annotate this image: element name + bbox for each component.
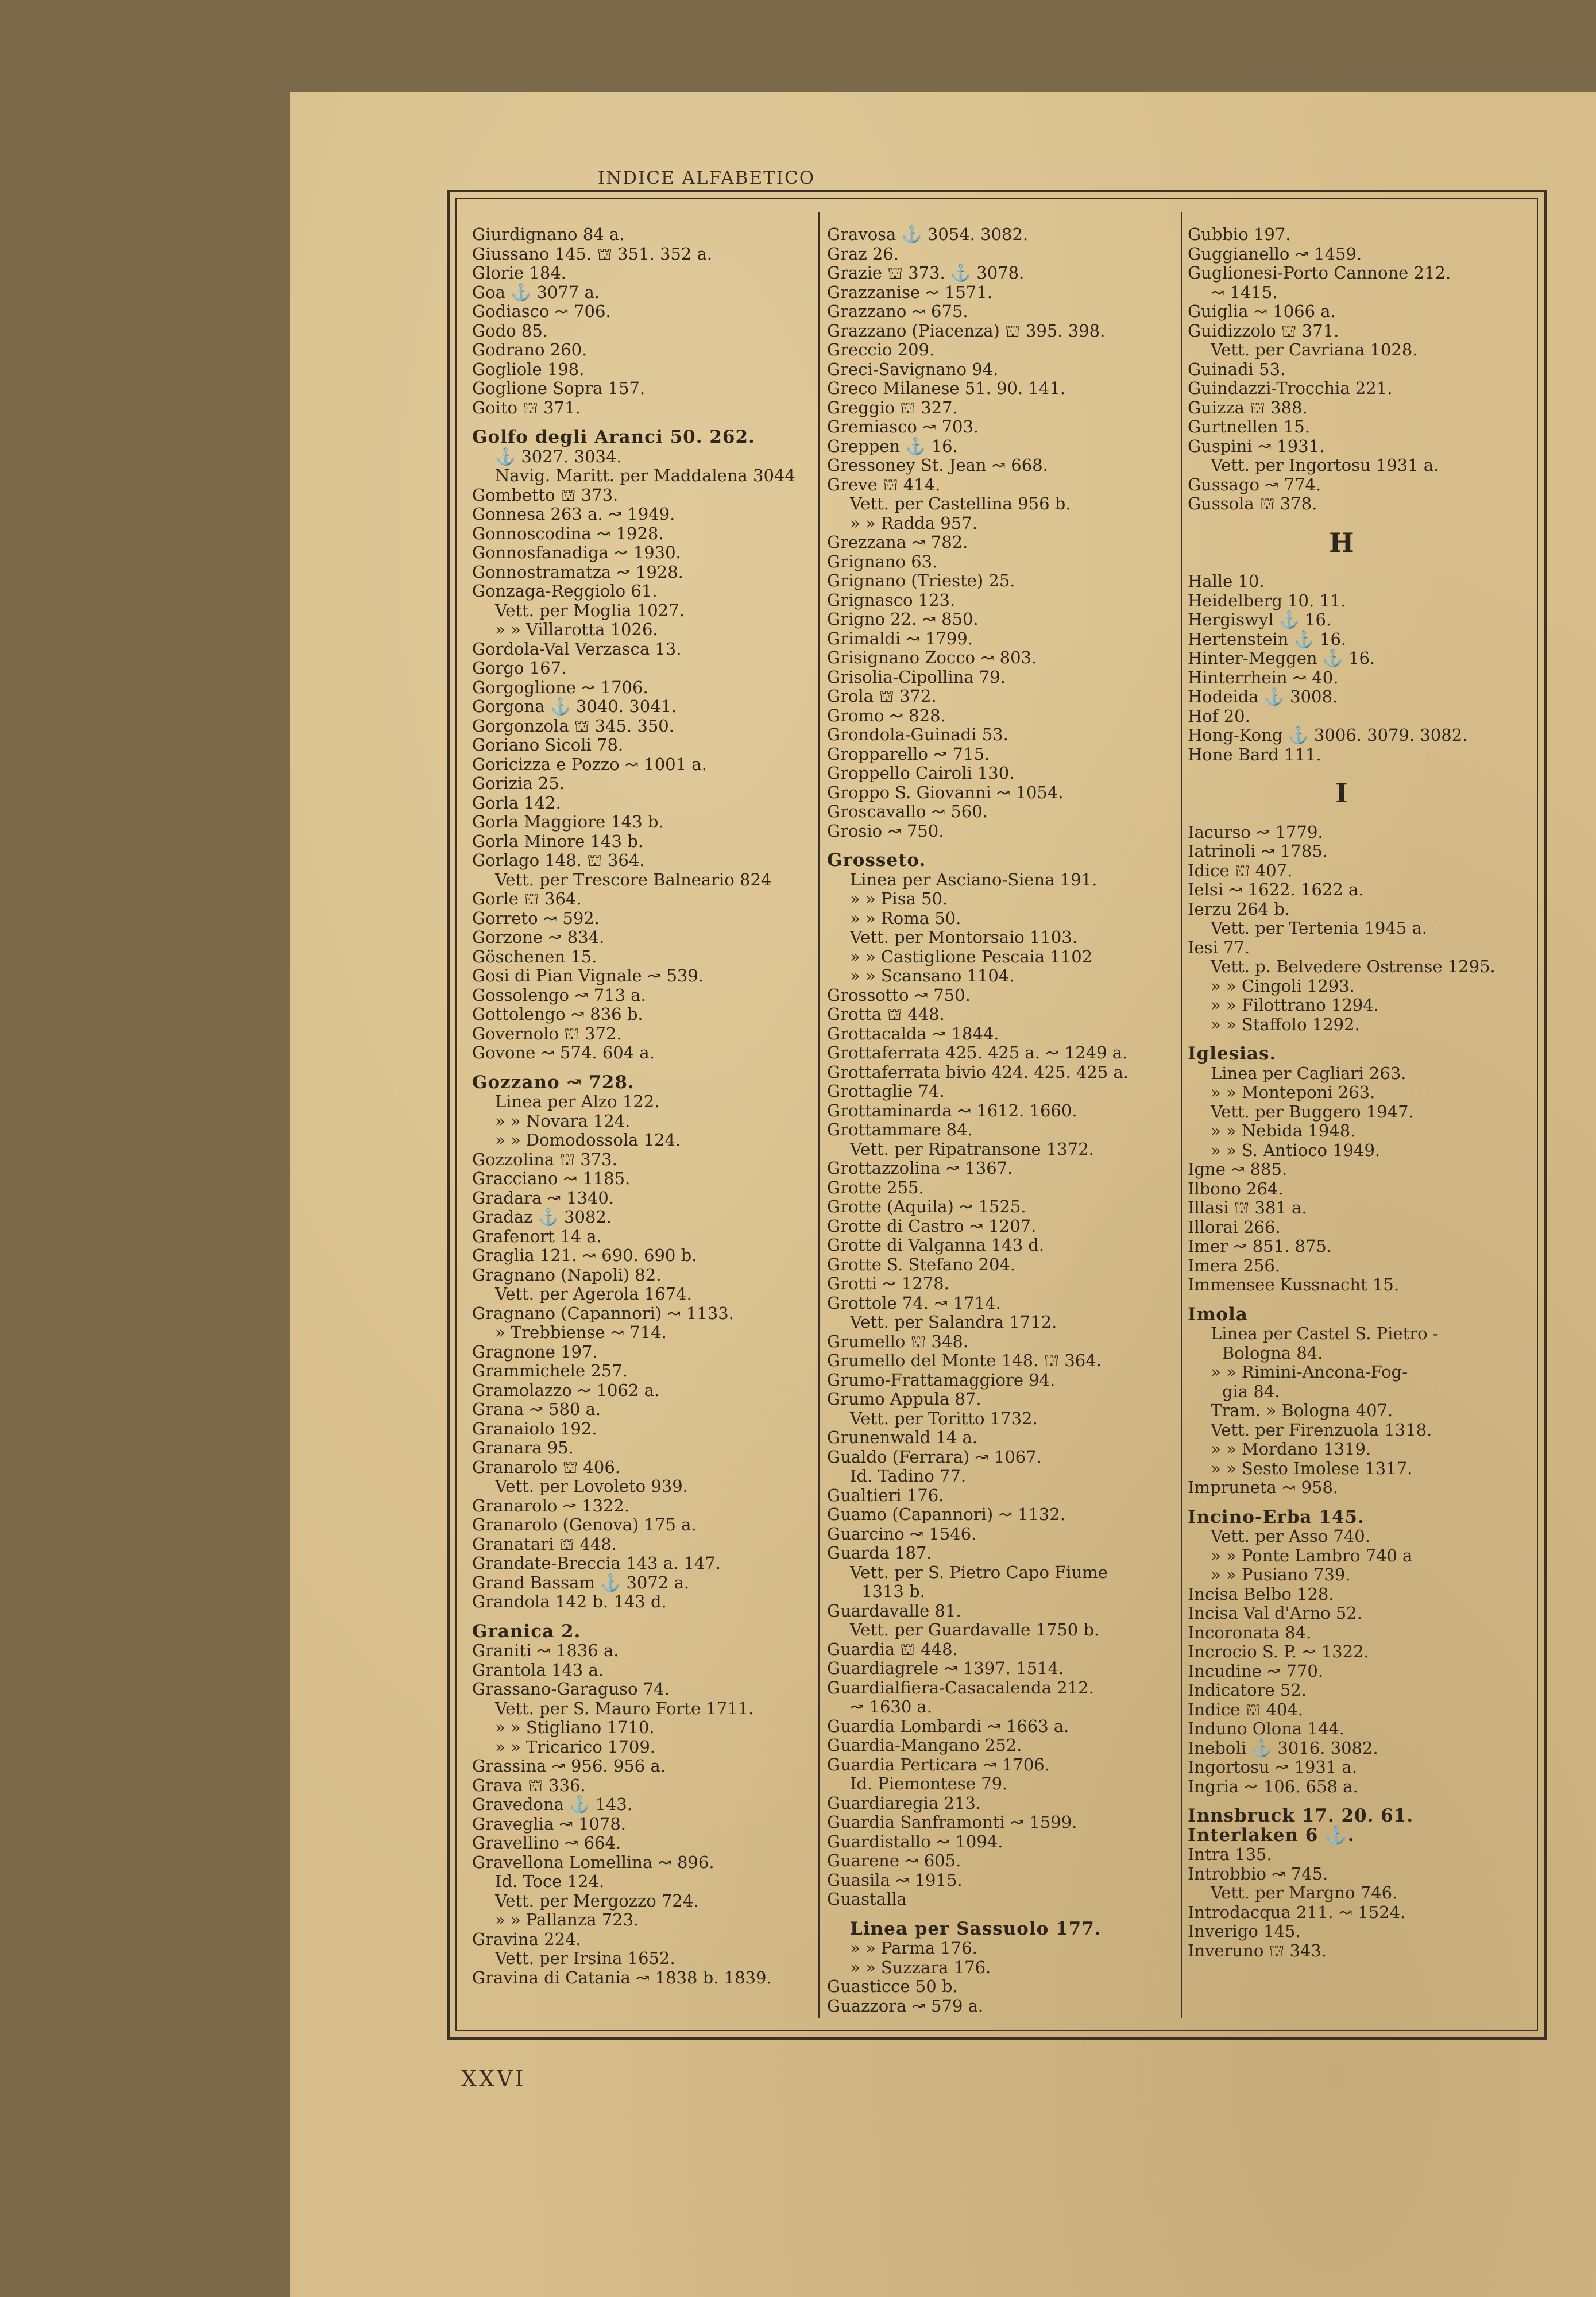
index-entry: Grafenort 14 a. — [472, 1226, 602, 1246]
index-entry: Grazie ⛫ 373. ⚓ 3078. — [827, 263, 1025, 283]
index-entry: » » Villarotta 1026. — [495, 620, 658, 639]
index-entry: » » Roma 50. — [850, 908, 961, 928]
index-entry: Gombetto ⛫ 373. — [472, 485, 619, 505]
index-entry: Vett. per Ripatransone 1372. — [850, 1139, 1094, 1159]
index-entry: Goa ⚓ 3077 a. — [472, 282, 600, 302]
index-entry: Greve ⛫ 414. — [827, 474, 941, 494]
index-entry: Vett. per Castellina 956 b. — [850, 494, 1071, 513]
index-entry: Govone ↝ 574. 604 a. — [472, 1043, 655, 1062]
index-entry: Grotte (Aquila) ↝ 1525. — [827, 1197, 1026, 1216]
index-entry: Grotti ↝ 1278. — [827, 1274, 949, 1293]
index-entry: Guarda 187. — [827, 1543, 932, 1563]
index-entry: Grottaglie 74. — [827, 1081, 945, 1101]
index-entry: Gonnostramatza ↝ 1928. — [472, 562, 683, 582]
index-entry: Grazzano (Piacenza) ⛫ 395. 398. — [827, 320, 1106, 341]
index-entry: Gonnesa 263 a. ↝ 1949. — [472, 504, 675, 524]
index-entry: » » Filottrano 1294. — [1211, 995, 1379, 1015]
index-entry: Imprunetа ↝ 958. — [1188, 1478, 1339, 1497]
index-entry: Ingria ↝ 106. 658 a. — [1188, 1776, 1358, 1796]
index-entry: Vett. per Buggero 1947. — [1211, 1101, 1414, 1122]
index-entry: Greggio ⛫ 327. — [827, 397, 958, 417]
page-number: XXVI — [461, 2066, 526, 2091]
index-entry: Indicatore 52. — [1188, 1680, 1307, 1700]
index-entry: Vett. p. Belvedere Ostrense 1295. — [1211, 957, 1495, 976]
index-entry: Grand Bassam ⚓ 3072 a. — [472, 1572, 690, 1592]
index-entry: Ierzu 264 b. — [1188, 899, 1290, 919]
index-entry: Golfo degli Aranci 50. 262. — [472, 427, 755, 447]
index-entry: Grotte 255. — [827, 1177, 924, 1197]
index-entry: Vett. per Trescore Balneario 824 — [495, 869, 772, 890]
index-entry: Grotte di Valganna 143 d. — [827, 1235, 1045, 1255]
index-entry: Gravellino ↝ 664. — [472, 1833, 621, 1853]
index-entry: Gosi di Pian Vignale ↝ 539. — [472, 966, 704, 985]
index-entry: Grondola-Guinadi 53. — [827, 725, 1008, 744]
index-entry: Hinter-Meggen ⚓ 16. — [1188, 648, 1375, 668]
index-entry: Grunenwald 14 a. — [827, 1428, 978, 1447]
index-entry: Ineboli ⚓ 3016. 3082. — [1188, 1738, 1378, 1758]
index-entry: Goricizza e Pozzo ↝ 1001 a. — [472, 754, 707, 774]
index-entry: Graglia 121. ↝ 690. 690 b. — [472, 1246, 697, 1265]
index-entry: » » Mordano 1319. — [1211, 1439, 1371, 1459]
index-entry: Grigno 22. ↝ 850. — [827, 609, 979, 629]
index-entry: Guardia Sanframonti ↝ 1599. — [827, 1812, 1077, 1832]
index-entry: Grava ⛫ 336. — [472, 1775, 586, 1795]
index-entry: Grola ⛫ 372. — [827, 686, 937, 706]
index-entry: Intra 135. — [1188, 1844, 1272, 1864]
index-entry: Grisignano Zocco ↝ 803. — [827, 648, 1037, 667]
index-entry: Gravellona Lomellina ↝ 896. — [472, 1852, 714, 1872]
section-letter: H — [1329, 527, 1354, 558]
index-entry: Incisa Val d'Arno 52. — [1188, 1603, 1362, 1623]
index-entry: Vett. per Irsina 1652. — [495, 1948, 675, 1968]
index-entry: Guasticce 50 b. — [827, 1977, 958, 1996]
index-entry: Hof 20. — [1188, 706, 1250, 726]
index-entry: Vett. per Tertenia 1945 a. — [1211, 918, 1427, 938]
index-entry: Gorlago 148. ⛫ 364. — [472, 850, 645, 870]
index-entry: Grottaferrata bivio 424. 425. 425 a. — [827, 1062, 1129, 1082]
index-entry: Vett. per Guardavalle 1750 b. — [850, 1620, 1100, 1639]
index-entry: Greci-Savignano 94. — [827, 359, 999, 379]
index-entry: Grottaferrata 425. 425 a. ↝ 1249 a. — [827, 1043, 1128, 1062]
index-entry: Guardia Perticara ↝ 1706. — [827, 1754, 1050, 1774]
index-entry: Groppo S. Giovanni ↝ 1054. — [827, 782, 1064, 802]
index-entry: Grimaldi ↝ 1799. — [827, 628, 973, 648]
index-entry: Gressoney St. Jean ↝ 668. — [827, 455, 1048, 475]
index-entry: Gualtieri 176. — [827, 1485, 944, 1505]
index-entry: Granaiolo 192. — [472, 1418, 597, 1438]
index-entry: Linea per Asciano-Siena 191. — [850, 869, 1098, 890]
index-entry: Guspini ↝ 1931. — [1188, 436, 1325, 456]
index-entry: Grandola 142 b. 143 d. — [472, 1592, 667, 1611]
index-entry: Navig. Maritt. per Maddalena 3044 — [495, 466, 795, 485]
index-entry: Gorgonzola ⛫ 345. 350. — [472, 716, 674, 736]
index-entry: Grandate-Breccia 143 a. 147. — [472, 1553, 721, 1573]
index-entry: Grazzanise ↝ 1571. — [827, 282, 992, 302]
index-entry: Gonnosfanadiga ↝ 1930. — [472, 543, 681, 562]
index-entry: Goriano Sicoli 78. — [472, 735, 624, 755]
running-header: INDICE ALFABETICO — [597, 168, 816, 188]
index-entry: Gorle ⛫ 364. — [472, 889, 582, 908]
index-entry: » » Radda 957. — [850, 513, 977, 533]
index-entry: Iesi 77. — [1188, 937, 1250, 957]
index-entry: Gurtnellen 15. — [1188, 417, 1310, 436]
index-entry: Granara 95. — [472, 1438, 574, 1457]
index-entry: Greco Milanese 51. 90. 141. — [827, 378, 1065, 398]
index-entry: Grazzano ↝ 675. — [827, 301, 968, 321]
index-entry: Groppello Cairoli 130. — [827, 763, 1015, 783]
index-entry: Gorgo 167. — [472, 658, 567, 678]
index-entry: Gradara ↝ 1340. — [472, 1188, 615, 1208]
index-entry: » » Pallanza 723. — [495, 1910, 639, 1929]
index-entry: Gremiasco ↝ 703. — [827, 417, 979, 436]
index-entry: Vett. per Salandra 1712. — [850, 1312, 1057, 1332]
index-entry: Vett. per Cavriana 1028. — [1211, 340, 1418, 359]
index-entry: Iacurso ↝ 1779. — [1188, 822, 1323, 842]
index-entry: » » Nebida 1948. — [1211, 1121, 1356, 1140]
index-entry: Gragnano (Napoli) 82. — [472, 1264, 662, 1285]
index-entry: Hong-Kong ⚓ 3006. 3079. 3082. — [1188, 725, 1468, 745]
index-entry: Granarolo (Genova) 175 a. — [472, 1515, 697, 1534]
index-entry: Imera 256. — [1188, 1255, 1281, 1275]
index-entry: Godiasco ↝ 706. — [472, 301, 611, 321]
index-entry: Hergiswyl ⚓ 16. — [1188, 610, 1332, 629]
index-entry: Grottole 74. ↝ 1714. — [827, 1293, 1001, 1313]
index-entry: Incrocio S. P. ↝ 1322. — [1188, 1642, 1369, 1661]
index-entry: ⚓ 3027. 3034. — [495, 446, 622, 466]
index-entry: Greppen ⚓ 16. — [827, 436, 958, 456]
index-entry: Grotta ⛫ 448. — [827, 1004, 945, 1024]
index-entry: Linea per Sassuolo 177. — [850, 1918, 1102, 1939]
index-entry: Guarene ↝ 605. — [827, 1851, 961, 1870]
index-entry: Groscavallo ↝ 560. — [827, 802, 988, 821]
index-entry: Godrano 260. — [472, 340, 588, 359]
index-entry: Heidelberg 10. 11. — [1188, 590, 1346, 610]
index-entry: » » Stigliano 1710. — [495, 1718, 655, 1737]
index-entry: Incisa Belbo 128. — [1188, 1584, 1334, 1604]
index-column-2 — [827, 225, 1129, 2016]
index-entry: Induno Olona 144. — [1188, 1719, 1344, 1738]
index-entry: Guarcino ↝ 1546. — [827, 1523, 977, 1544]
index-entry: Innsbruck 17. 20. 61. — [1188, 1805, 1414, 1826]
index-entry: » » Suzzara 176. — [850, 1957, 991, 1977]
index-entry: Indice ⛫ 404. — [1188, 1699, 1304, 1719]
index-entry: ↝ 1630 a. — [850, 1697, 933, 1716]
index-entry: Illasi ⛫ 381 a. — [1188, 1198, 1307, 1217]
index-entry: Grottaminarda ↝ 1612. 1660. — [827, 1100, 1077, 1120]
index-entry: Gottolengo ↝ 836 b. — [472, 1004, 643, 1024]
index-entry: Guggianello ↝ 1459. — [1188, 243, 1362, 264]
index-entry: Ilbono 264. — [1188, 1178, 1284, 1198]
index-entry: Graz 26. — [827, 243, 899, 264]
index-entry: Graveglia ↝ 1078. — [472, 1813, 627, 1834]
index-column-1 — [472, 225, 795, 1987]
index-entry: Grisolia-Cipollina 79. — [827, 667, 1006, 687]
index-entry: Graniti ↝ 1836 a. — [472, 1641, 619, 1660]
index-entry: Gonzaga-Reggiolo 61. — [472, 581, 658, 601]
index-entry: Grana ↝ 580 a. — [472, 1399, 601, 1419]
index-entry: Grottazzolina ↝ 1367. — [827, 1158, 1013, 1178]
index-entry: Gramolazzo ↝ 1062 a. — [472, 1380, 660, 1400]
index-entry: Gorizia 25. — [472, 774, 565, 793]
index-entry: Guasila ↝ 1915. — [827, 1870, 963, 1890]
index-entry: » » Domodossola 124. — [495, 1130, 681, 1150]
index-entry: » » Castiglione Pescaia 1102 — [850, 946, 1093, 966]
index-entry: Gorla 142. — [472, 792, 561, 813]
index-entry: Göschenen 15. — [472, 946, 597, 966]
index-entry: Inverigo 145. — [1188, 1921, 1301, 1941]
index-entry: Gravina 224. — [472, 1929, 581, 1949]
index-entry: » » Tricarico 1709. — [495, 1737, 656, 1757]
index-entry: Halle 10. — [1188, 571, 1265, 591]
index-entry: Guardialfiera-Casacalenda 212. — [827, 1677, 1094, 1697]
index-entry: Granarolo ↝ 1322. — [472, 1495, 630, 1515]
index-entry: Guardiagrele ↝ 1397. 1514. — [827, 1658, 1064, 1678]
index-entry: Guiglia ↝ 1066 a. — [1188, 301, 1336, 321]
index-entry: Grossotto ↝ 750. — [827, 985, 971, 1005]
index-entry: Incino-Erba 145. — [1188, 1506, 1365, 1528]
index-entry: Gogliole 198. — [472, 359, 585, 379]
index-entry: » » Sesto Imolese 1317. — [1211, 1458, 1413, 1478]
index-entry: Grignasco 123. — [827, 590, 956, 610]
index-entry: Gravosa ⚓ 3054. 3082. — [827, 225, 1029, 244]
index-entry: Goito ⛫ 371. — [472, 397, 581, 417]
index-entry: Greccio 209. — [827, 340, 935, 359]
index-entry: Gorreto ↝ 592. — [472, 908, 600, 928]
index-entry: gia 84. — [1222, 1381, 1280, 1401]
index-entry: Grezzana ↝ 782. — [827, 532, 968, 552]
index-entry: Introbbio ↝ 745. — [1188, 1863, 1328, 1884]
index-entry: Guamo (Capannori) ↝ 1132. — [827, 1505, 1065, 1524]
index-column-3 — [1188, 225, 1495, 1960]
index-entry: Iglesias. — [1188, 1043, 1277, 1064]
index-entry: » » Staffolo 1292. — [1211, 1014, 1360, 1034]
index-entry: Grassina ↝ 956. 956 a. — [472, 1756, 666, 1776]
index-entry: Incoronata 84. — [1188, 1622, 1312, 1642]
index-entry: Guardia ⛫ 448. — [827, 1639, 958, 1659]
index-entry: Grammichele 257. — [472, 1361, 628, 1380]
index-entry: Gussola ⛫ 378. — [1188, 494, 1317, 513]
index-entry: Giurdignano 84 a. — [472, 225, 625, 244]
index-entry: Giussano 145. ⛫ 351. 352 a. — [472, 243, 713, 264]
index-entry: Gonnoscodina ↝ 1928. — [472, 523, 664, 543]
index-entry: » » Scansano 1104. — [850, 966, 1015, 985]
index-entry: Vett. per Mergozzo 724. — [495, 1890, 699, 1911]
index-entry: Gordola-Val Verzasca 13. — [472, 639, 682, 659]
index-entry: Bologna 84. — [1222, 1343, 1323, 1363]
index-entry: Guindazzi-Trocchia 221. — [1188, 378, 1393, 398]
index-entry: Hone Bard 111. — [1188, 744, 1321, 764]
index-entry: Vett. per Ingortosu 1931 a. — [1211, 455, 1439, 475]
index-entry: » » Novara 124. — [495, 1111, 631, 1131]
index-entry: Incudine ↝ 770. — [1188, 1661, 1324, 1681]
index-entry: » » Cingoli 1293. — [1211, 976, 1355, 996]
index-entry: Gracciano ↝ 1185. — [472, 1169, 631, 1188]
index-entry: Id. Tadino 77. — [850, 1466, 967, 1486]
index-entry: Grantola 143 a. — [472, 1660, 604, 1680]
index-entry: Guardiaregia 213. — [827, 1793, 981, 1813]
index-entry: Gromo ↝ 828. — [827, 705, 946, 725]
index-entry: Igne ↝ 885. — [1188, 1159, 1288, 1179]
index-entry: Gossolengo ↝ 713 a. — [472, 985, 646, 1005]
index-entry: Grumo-Frattamaggiore 94. — [827, 1370, 1056, 1390]
index-entry: Guglionesi-Porto Cannone 212. — [1188, 263, 1451, 283]
index-entry: Gozzano ↝ 728. — [472, 1072, 635, 1093]
index-entry: Grosseto. — [827, 850, 926, 871]
column-rule-1 — [818, 212, 820, 2018]
index-entry: Guardia-Mangano 252. — [827, 1735, 1022, 1755]
index-entry: Glorie 184. — [472, 263, 566, 283]
index-entry: Introdacqua 211. ↝ 1524. — [1188, 1902, 1406, 1922]
index-entry: Guardavalle 81. — [827, 1600, 961, 1621]
index-entry: Inveruno ⛫ 343. — [1188, 1940, 1327, 1960]
index-entry: Guinadi 53. — [1188, 359, 1286, 379]
index-entry: Guardia Lombardi ↝ 1663 a. — [827, 1716, 1069, 1736]
index-entry: » Trebbiense ↝ 714. — [495, 1322, 667, 1342]
index-entry: Grumello ⛫ 348. — [827, 1331, 969, 1351]
index-entry: Id. Toce 124. — [495, 1871, 605, 1891]
index-entry: Grumo Appula 87. — [827, 1389, 981, 1409]
index-entry: Gragnone 197. — [472, 1341, 598, 1362]
index-entry: » » Pusiano 739. — [1211, 1565, 1351, 1584]
index-entry: Gravedona ⚓ 143. — [472, 1795, 632, 1814]
index-entry: Granica 2. — [472, 1621, 581, 1642]
index-entry: Grotte S. Stefano 204. — [827, 1254, 1016, 1274]
index-entry: Gradaz ⚓ 3082. — [472, 1207, 612, 1227]
index-entry: Grottammare 84. — [827, 1120, 973, 1139]
index-entry: Gualdo (Ferrara) ↝ 1067. — [827, 1447, 1042, 1467]
index-entry: Guastalla — [827, 1889, 907, 1909]
index-entry: Hertenstein ⚓ 16. — [1188, 629, 1347, 649]
index-entry: Gravina di Catania ↝ 1838 b. 1839. — [472, 1967, 772, 1987]
index-entry: Grotte di Castro ↝ 1207. — [827, 1216, 1037, 1236]
index-entry: Vett. per Margno 746. — [1211, 1883, 1398, 1902]
index-entry: Grignano (Trieste) 25. — [827, 571, 1015, 590]
index-entry: Hodeida ⚓ 3008. — [1188, 687, 1338, 706]
index-entry: Granarolo ⛫ 406. — [472, 1457, 620, 1477]
index-entry: Vett. per Firenzuola 1318. — [1211, 1420, 1432, 1440]
index-entry: Linea per Alzo 122. — [495, 1092, 660, 1111]
index-entry: Godo 85. — [472, 320, 548, 341]
index-entry: » » S. Antioco 1949. — [1211, 1140, 1381, 1160]
index-entry: Vett. per Montorsaio 1103. — [850, 927, 1077, 947]
index-entry: Gropparello ↝ 715. — [827, 744, 990, 764]
index-entry: Grosio ↝ 750. — [827, 821, 944, 841]
index-entry: Gorgona ⚓ 3040. 3041. — [472, 697, 677, 716]
index-entry: Gozzolina ⛫ 373. — [472, 1149, 617, 1169]
index-entry: Governolo ⛫ 372. — [472, 1023, 622, 1043]
index-entry: Grumello del Monte 148. ⛫ 364. — [827, 1351, 1102, 1370]
index-entry: Granatari ⛫ 448. — [472, 1534, 617, 1554]
index-entry: Guidizzolo ⛫ 371. — [1188, 320, 1339, 341]
index-entry: Guizza ⛫ 388. — [1188, 397, 1308, 417]
index-entry: Ielsi ↝ 1622. 1622 a. — [1188, 880, 1364, 899]
index-entry: Gorzone ↝ 834. — [472, 927, 605, 947]
index-entry: » » Ponte Lambro 740 a — [1211, 1545, 1413, 1565]
index-entry: Idice ⛫ 407. — [1188, 860, 1293, 880]
index-entry: Vett. per Moglia 1027. — [495, 600, 685, 620]
index-entry: Linea per Castel S. Pietro - — [1211, 1324, 1439, 1343]
index-entry: Illorai 266. — [1188, 1217, 1281, 1237]
index-entry: Vett. per S. Pietro Capo Fiume — [850, 1562, 1108, 1582]
index-entry: ↝ 1415. — [1211, 282, 1278, 302]
index-entry: » » Monteponi 263. — [1211, 1082, 1375, 1102]
index-entry: Gorgoglione ↝ 1706. — [472, 677, 648, 697]
index-entry: Tram. » Bologna 407. — [1211, 1401, 1393, 1420]
index-entry: Vett. per S. Mauro Forte 1711. — [495, 1698, 754, 1718]
index-entry: Hinterrhein ↝ 40. — [1188, 667, 1339, 687]
index-entry: Grassano-Garaguso 74. — [472, 1679, 670, 1699]
index-entry: Vett. per Asso 740. — [1211, 1526, 1370, 1546]
index-entry: Gussago ↝ 774. — [1188, 474, 1321, 494]
index-entry: Imola — [1188, 1304, 1248, 1325]
index-entry: 1313 b. — [861, 1581, 925, 1601]
index-entry: Gubbio 197. — [1188, 225, 1291, 244]
index-entry: Vett. per Toritto 1732. — [850, 1408, 1038, 1428]
index-entry: Gorla Minore 143 b. — [472, 831, 643, 851]
index-entry: Iatrinoli ↝ 1785. — [1188, 841, 1328, 861]
index-entry: Gorla Maggiore 143 b. — [472, 812, 664, 832]
column-rule-2 — [1181, 212, 1182, 2018]
index-entry: Grottacalda ↝ 1844. — [827, 1023, 999, 1043]
index-entry: Guazzora ↝ 579 a. — [827, 1996, 984, 2016]
index-entry: Vett. per Agerola 1674. — [495, 1284, 692, 1304]
index-entry: Immensee Kussnacht 15. — [1188, 1275, 1400, 1294]
index-entry: » » Pisa 50. — [850, 889, 948, 908]
index-entry: Grignano 63. — [827, 551, 938, 571]
section-letter: I — [1335, 778, 1348, 809]
index-entry: Interlaken 6 ⚓. — [1188, 1824, 1355, 1846]
index-entry: » » Parma 176. — [850, 1938, 977, 1958]
index-entry: Linea per Cagliari 263. — [1211, 1063, 1406, 1083]
index-entry: Vett. per Lovoleto 939. — [495, 1476, 688, 1496]
index-entry: Gragnano (Capannori) ↝ 1133. — [472, 1303, 734, 1323]
index-entry: Goglione Sopra 157. — [472, 378, 646, 398]
index-entry: » » Rimini-Ancona-Fog- — [1211, 1362, 1408, 1382]
index-entry: Guardistallo ↝ 1094. — [827, 1831, 1003, 1851]
index-entry: Ingortosu ↝ 1931 a. — [1188, 1757, 1357, 1777]
index-entry: Imer ↝ 851. 875. — [1188, 1236, 1332, 1256]
index-entry: Id. Piemontese 79. — [850, 1774, 1008, 1793]
